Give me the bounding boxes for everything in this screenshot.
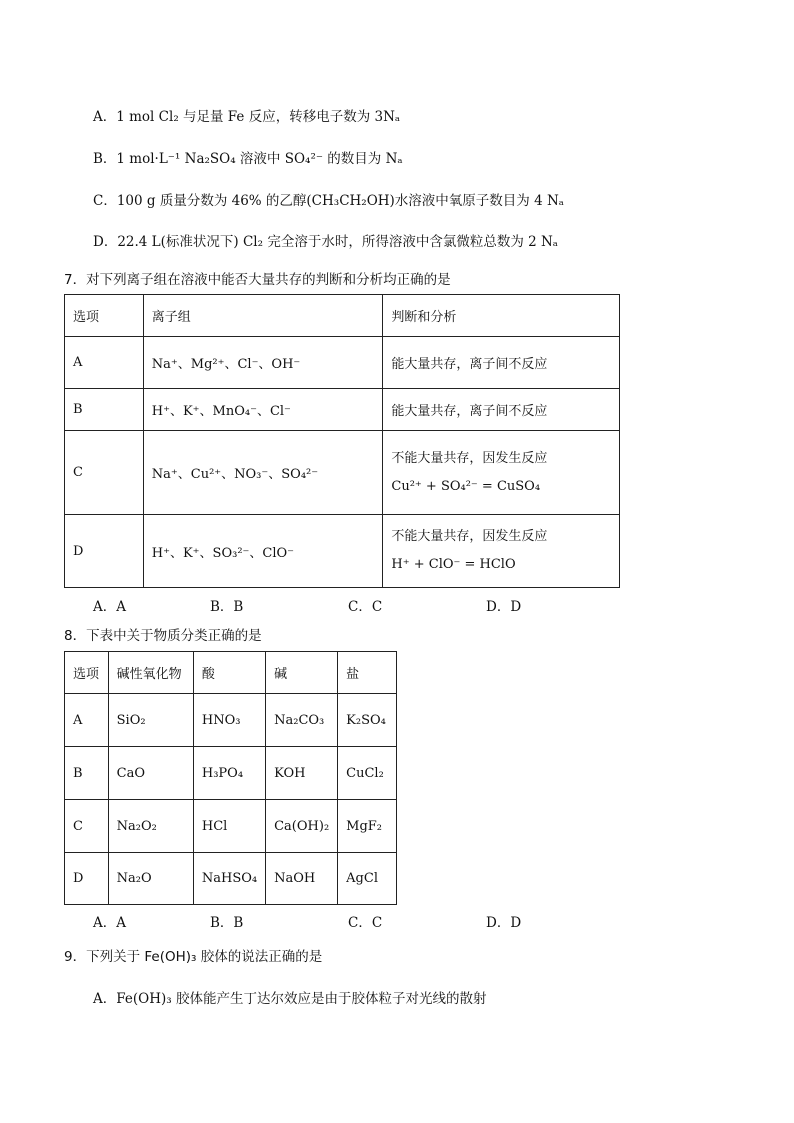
q8-choice-a[interactable]: A．A (93, 915, 126, 931)
q8-choice-d[interactable]: D．D (486, 915, 522, 931)
q7-row-b-option: B (65, 389, 144, 431)
q8-row-d-acid: NaHSO₄ (193, 853, 265, 905)
q8-row-c-salt: MgF₂ (338, 800, 397, 853)
q7-row-c-ions: Na⁺、Cu²⁺、NO₃⁻、SO₄²⁻ (143, 431, 383, 515)
q8-row-c-base: Ca(OH)₂ (266, 800, 338, 853)
q7-row-b-ions: H⁺、K⁺、MnO₄⁻、Cl⁻ (143, 389, 383, 431)
q7-choice-b[interactable]: B．B (210, 599, 244, 615)
q8-choice-c[interactable]: C．C (348, 915, 383, 931)
q7-header-analysis: 判断和分析 (383, 295, 620, 337)
q8-header-base: 碱 (266, 652, 338, 694)
q7-header-row (65, 295, 620, 337)
q8-row-d-salt: AgCl (338, 853, 397, 905)
q7-row-a (65, 337, 620, 389)
q8-row-a-salt: K₂SO₄ (338, 694, 397, 747)
q8-row-b-oxide: CaO (108, 747, 193, 800)
q7-row-a-analysis: 能大量共存，离子间不反应 (383, 337, 620, 389)
q8-row-d-base: NaOH (266, 853, 338, 905)
q8-row-b-base: KOH (266, 747, 338, 800)
q8-row-c-option: C (65, 800, 109, 853)
q7-row-d (65, 515, 620, 588)
q8-header-row (65, 652, 397, 694)
q7-choice-a[interactable]: A．A (93, 599, 126, 615)
q8-row-d (65, 853, 397, 905)
q8-row-b-salt: CuCl₂ (338, 747, 397, 800)
q8-header-acid: 酸 (193, 652, 265, 694)
q8-row-d-option: D (65, 853, 109, 905)
q8-row-b-acid: H₃PO₄ (193, 747, 265, 800)
q7-header-option: 选项 (65, 295, 144, 337)
q8-header-option: 选项 (65, 652, 109, 694)
q8-row-a-acid: HNO₃ (193, 694, 265, 747)
q7-row-d-option: D (65, 515, 144, 588)
q8-header-basic-oxide: 碱性氧化物 (108, 652, 193, 694)
q8-row-c-oxide: Na₂O₂ (108, 800, 193, 853)
q8-choices (93, 911, 593, 931)
q7-header-ions: 离子组 (143, 295, 383, 337)
q8-row-b-option: B (65, 747, 109, 800)
q9-option-a: A．Fe(OH)₃ 胶体能产生丁达尔效应是由于胶体粒子对光线的散射 (93, 991, 487, 1007)
q8-table (64, 651, 397, 905)
q7-row-a-ions: Na⁺、Mg²⁺、Cl⁻、OH⁻ (143, 337, 383, 389)
q7-row-d-analysis-cell (383, 515, 620, 588)
q7-row-d-equation: H⁺ + ClO⁻ = HClO (391, 557, 516, 572)
q6-option-a: A．1 mol Cl₂ 与足量 Fe 反应，转移电子数为 3Nₐ (93, 109, 401, 125)
q8-row-a-oxide: SiO₂ (108, 694, 193, 747)
q7-row-c (65, 431, 620, 515)
q7-choice-c[interactable]: C．C (348, 599, 383, 615)
q8-row-c-acid: HCl (193, 800, 265, 853)
q7-table (64, 294, 620, 588)
q8-row-d-oxide: Na₂O (108, 853, 193, 905)
q7-row-d-analysis: 不能大量共存，因发生反应 (391, 529, 548, 544)
q7-row-a-option: A (65, 337, 144, 389)
q8-row-a (65, 694, 397, 747)
q8-choice-b[interactable]: B．B (210, 915, 244, 931)
q7-row-c-equation: Cu²⁺ + SO₄²⁻ = CuSO₄ (391, 478, 541, 494)
q8-row-b (65, 747, 397, 800)
q7-row-c-analysis-cell (383, 431, 620, 515)
q7-row-d-ions: H⁺、K⁺、SO₃²⁻、ClO⁻ (143, 515, 383, 588)
q7-row-c-option: C (65, 431, 144, 515)
q7-stem: 7．对下列离子组在溶液中能否大量共存的判断和分析均正确的是 (64, 272, 451, 288)
q6-option-c: C．100 g 质量分数为 46% 的乙醇(CH₃CH₂OH)水溶液中氧原子数目为 4 Nₐ (93, 193, 565, 209)
q7-row-b (65, 389, 620, 431)
q8-row-a-base: Na₂CO₃ (266, 694, 338, 747)
q8-header-salt: 盐 (338, 652, 397, 694)
q9-stem: 9．下列关于 Fe(OH)₃ 胶体的说法正确的是 (64, 949, 323, 965)
q8-row-c (65, 800, 397, 853)
q7-choices (93, 595, 593, 615)
q7-choice-d[interactable]: D．D (486, 599, 522, 615)
q7-row-b-analysis: 能大量共存，离子间不反应 (383, 389, 620, 431)
q8-row-a-option: A (65, 694, 109, 747)
q7-row-c-analysis: 不能大量共存，因发生反应 (391, 450, 548, 466)
q6-option-b: B．1 mol·L⁻¹ Na₂SO₄ 溶液中 SO₄²⁻ 的数目为 Nₐ (93, 151, 403, 167)
q6-option-d: D．22.4 L(标准状况下) Cl₂ 完全溶于水时，所得溶液中含氯微粒总数为 2 Nₐ (93, 234, 559, 250)
q8-stem: 8．下表中关于物质分类正确的是 (64, 628, 262, 644)
